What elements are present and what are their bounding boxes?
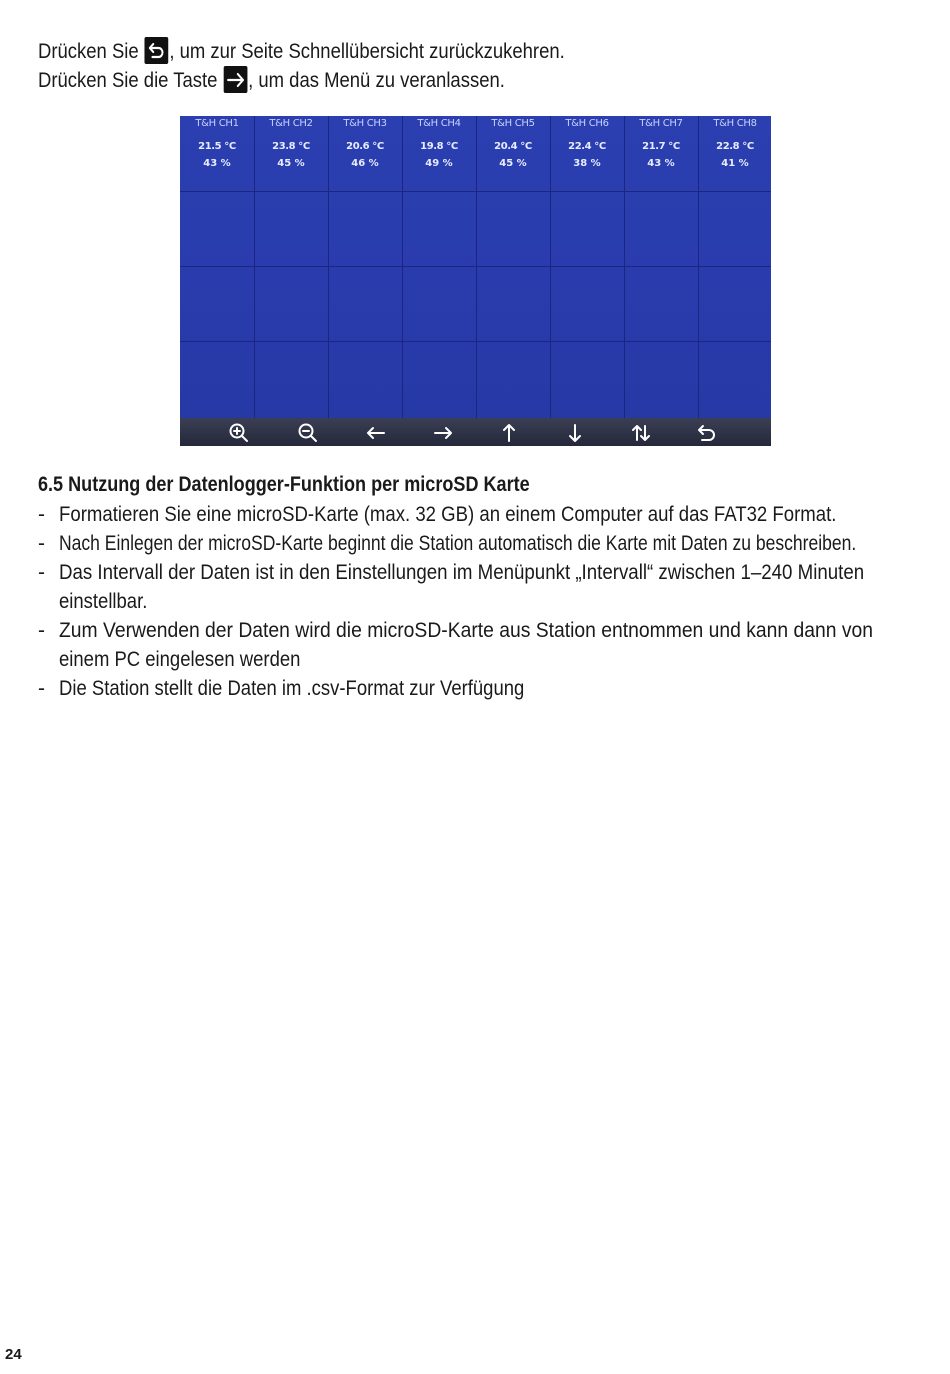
channel-humidity: 38 % (573, 158, 601, 169)
channel-cell-ch3[interactable] (328, 116, 402, 169)
channel-cell-ch8[interactable] (698, 116, 771, 169)
channel-cell-ch5[interactable] (476, 116, 550, 169)
arrow-left-icon[interactable] (365, 422, 387, 444)
return-icon[interactable] (696, 422, 718, 444)
channel-humidity: 45 % (277, 158, 305, 169)
channel-humidity: 43 % (647, 158, 675, 169)
channel-temperature: 20.6 °C (346, 141, 384, 152)
list-dash: - (38, 677, 45, 700)
zoom-out-icon[interactable] (297, 422, 319, 444)
grid-line (180, 191, 771, 192)
channel-humidity: 43 % (203, 158, 231, 169)
page-number: 24 (5, 1346, 22, 1363)
list-item-text: Nach Einlegen der microSD-Karte beginnt die Station automatisch die Karte mit Daten zu beschreiben. (59, 532, 857, 555)
list-item (38, 674, 912, 703)
intro-line-1-prefix: Drücken Sie (38, 40, 144, 63)
list-dash: - (38, 561, 45, 584)
list-item-text: einstellbar. (59, 590, 148, 613)
channel-humidity: 49 % (425, 158, 453, 169)
section-heading: 6.5 Nutzung der Datenlogger-Funktion per microSD Karte (38, 473, 530, 496)
swap-vertical-icon[interactable] (630, 422, 652, 444)
channel-title: T&H CH6 (565, 118, 609, 129)
channel-temperature: 20.4 °C (494, 141, 532, 152)
list-dash: - (38, 619, 45, 642)
channel-cell-ch4[interactable] (402, 116, 476, 169)
channel-title: T&H CH5 (491, 118, 535, 129)
intro-line-2 (38, 66, 505, 95)
list-dash: - (38, 532, 45, 555)
arrow-right-icon (223, 66, 247, 93)
zoom-in-icon[interactable] (228, 422, 250, 444)
channel-title: T&H CH1 (195, 118, 239, 129)
list-item-text: Das Intervall der Daten ist in den Einstellungen im Menüpunkt „Intervall“ zwischen 1–240 Minuten (59, 561, 865, 584)
channel-temperature: 23.8 °C (272, 141, 310, 152)
channel-title: T&H CH7 (639, 118, 683, 129)
grid-line (180, 341, 771, 342)
channel-title: T&H CH4 (417, 118, 461, 129)
channel-title: T&H CH3 (343, 118, 387, 129)
arrow-right-icon[interactable] (432, 422, 454, 444)
list-item-text: Formatieren Sie eine microSD-Karte (max. 32 GB) an einem Computer auf das FAT32 Format. (59, 503, 837, 526)
list-item (38, 558, 912, 616)
list-item-text: Die Station stellt die Daten im .csv-Format zur Verfügung (59, 677, 525, 700)
channel-title: T&H CH8 (713, 118, 757, 129)
list-item (38, 500, 912, 529)
channel-temperature: 22.4 °C (568, 141, 606, 152)
intro-line-1 (38, 37, 565, 66)
list-item (38, 616, 912, 674)
channel-temperature: 19.8 °C (420, 141, 458, 152)
grid-line (180, 266, 771, 267)
list-item (38, 529, 912, 558)
screen-toolbar (180, 418, 771, 446)
channel-cell-ch2[interactable] (254, 116, 328, 169)
intro-line-1-suffix: , um zur Seite Schnellübersicht zurückzukehren. (169, 40, 565, 63)
channel-humidity: 46 % (351, 158, 379, 169)
return-icon (145, 37, 169, 64)
channel-temperature: 22.8 °C (716, 141, 754, 152)
channel-cell-ch6[interactable] (550, 116, 624, 169)
list-item-text: Zum Verwenden der Daten wird die microSD-Karte aus Station entnommen und kann dann von (59, 619, 874, 642)
channel-humidity: 41 % (721, 158, 749, 169)
channel-temperature: 21.5 °C (198, 141, 236, 152)
arrow-down-icon[interactable] (564, 422, 586, 444)
list-dash: - (38, 503, 45, 526)
channel-temperature: 21.7 °C (642, 141, 680, 152)
channel-cell-ch1[interactable] (180, 116, 254, 169)
list-item-text: einem PC eingelesen werden (59, 648, 301, 671)
intro-line-2-prefix: Drücken Sie die Taste (38, 69, 223, 92)
channel-cell-ch7[interactable] (624, 116, 698, 169)
intro-line-2-suffix: , um das Menü zu veranlassen. (248, 69, 505, 92)
station-screen (180, 116, 771, 446)
channel-title: T&H CH2 (269, 118, 313, 129)
arrow-up-icon[interactable] (498, 422, 520, 444)
channel-humidity: 45 % (499, 158, 527, 169)
